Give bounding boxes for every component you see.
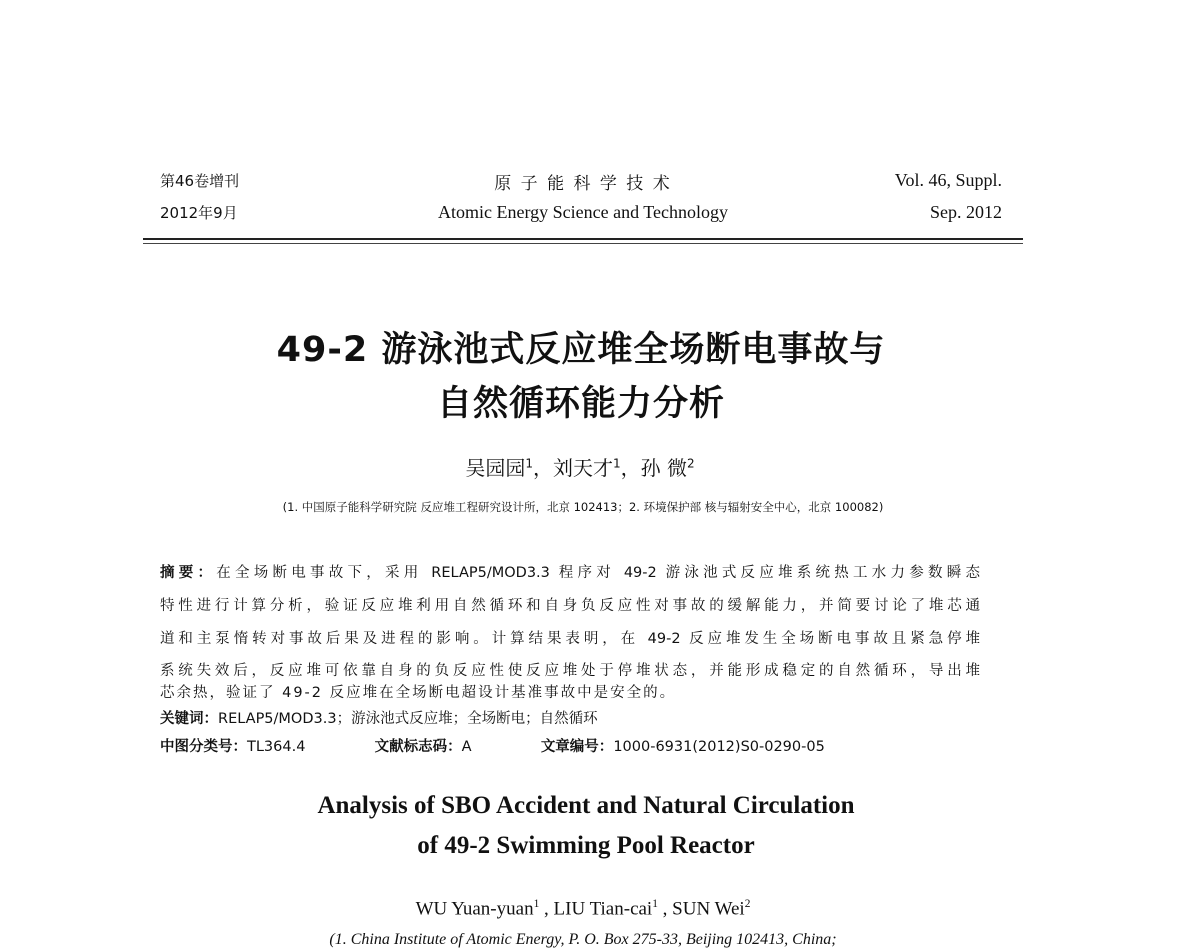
affiliation-en: (1. China Institute of Atomic Energy, P. O. Box 275-33, Beijing 102413, China; bbox=[329, 931, 837, 948]
journal-title-en: Atomic Energy Science and Technology bbox=[438, 202, 728, 222]
header-rule-thin bbox=[143, 243, 1023, 244]
header-rule bbox=[143, 238, 1023, 240]
author-sup: 1 bbox=[613, 456, 621, 471]
date-cn: 2012年9月 bbox=[160, 204, 238, 222]
author-sup: 1 bbox=[533, 898, 540, 910]
abstract-line: 系统失效后，反应堆可依靠自身的负反应性使反应堆处于停堆状态，并能形成稳定的自然循环，导出堆 bbox=[160, 663, 980, 679]
article-id-value: 1000-6931(2012)S0-0290-05 bbox=[613, 739, 825, 755]
title-en-line-1: Analysis of SBO Accident and Natural Circulation bbox=[317, 792, 855, 819]
doc-code-label: 文献标志码： bbox=[374, 739, 462, 755]
keywords-text: RELAP5/MOD3.3；游泳池式反应堆；全场断电；自然循环 bbox=[218, 711, 598, 727]
volume-en: Vol. 46, Suppl. bbox=[894, 170, 1002, 190]
keywords-label: 关键词： bbox=[160, 711, 218, 727]
author-sup: 2 bbox=[687, 456, 695, 471]
author: WU Yuan-yuan bbox=[415, 898, 534, 920]
clc-label: 中图分类号： bbox=[160, 739, 247, 755]
author: SUN Wei bbox=[672, 898, 745, 920]
clc-value: TL364.4 bbox=[247, 739, 306, 755]
classification bbox=[160, 735, 825, 756]
author-sup: 2 bbox=[744, 898, 751, 910]
author: 刘天才 bbox=[553, 456, 613, 480]
title-cn-line-2: 自然循环能力分析 bbox=[436, 384, 725, 424]
abstract-line: 特性进行计算分析，验证反应堆利用自然循环和自身负反应性对事故的缓解能力，并简要讨论了堆芯通 bbox=[160, 598, 980, 614]
author-sup: 1 bbox=[652, 898, 658, 910]
article-id-label: 文章编号： bbox=[540, 739, 614, 755]
abstract-line: 道和主泵惰转对事故后果及进程的影响。计算结果表明，在 49-2 反应堆发生全场断电事故且紧急停堆 bbox=[160, 631, 980, 647]
title-cn-line-1: 49-2 游泳池式反应堆全场断电事故与 bbox=[276, 330, 886, 370]
author: LIU Tian-cai bbox=[553, 898, 653, 920]
abstract-line: 芯余热，验证了 49-2 反应堆在全场断电超设计基准事故中是安全的。 bbox=[160, 685, 677, 701]
doc-code-value: A bbox=[461, 739, 472, 755]
authors-cn: 吴园园$^1$，刘天才$^1$，孙 微$^2$ bbox=[465, 456, 695, 480]
authors-en: WU Yuan-yuan$^1$ , LIU Tian-cai$^1$ , SUN Wei$^2$ bbox=[415, 898, 751, 920]
abstract-line bbox=[160, 561, 980, 582]
author: 孙 微 bbox=[640, 456, 687, 480]
affiliation-cn: (1. 中国原子能科学研究院 反应堆工程研究设计所，北京 102413；2. 环境保护部 核与辐射安全中心，北京 100082) bbox=[282, 500, 884, 514]
author: 吴园园 bbox=[465, 456, 526, 480]
keywords bbox=[160, 707, 598, 728]
title-en-line-2: of 49-2 Swimming Pool Reactor bbox=[417, 832, 755, 859]
author-sup: 1 bbox=[525, 456, 533, 471]
date-en: Sep. 2012 bbox=[930, 202, 1002, 222]
abstract-label: 摘要： bbox=[160, 565, 217, 581]
journal-title-cn: 原 子 能 科 学 技 术 bbox=[494, 174, 672, 194]
volume-cn: 第46卷增刊 bbox=[160, 172, 240, 190]
abstract-text: 在全场断电事故下，采用 RELAP5/MOD3.3 程序对 49-2 游泳池式反应堆系统热工水力参数瞬态 bbox=[216, 565, 981, 581]
